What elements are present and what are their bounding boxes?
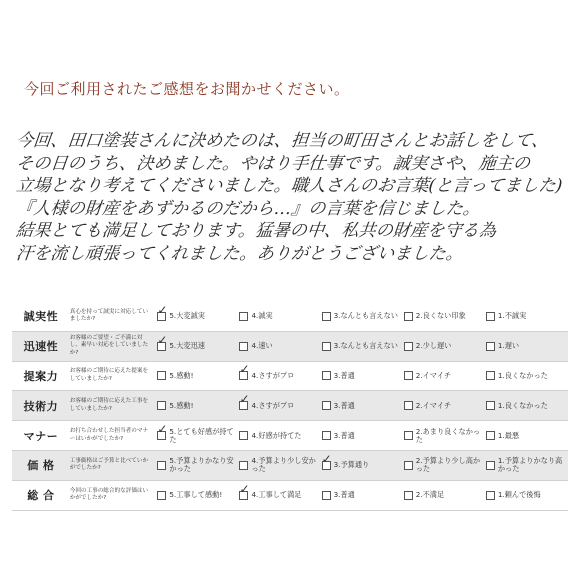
survey-question: 工事価格はご予算と比べていかがでしたか? [69,457,149,472]
survey-option[interactable] [239,457,321,473]
option-label: 1.良くなかった [497,370,548,380]
option-label: 1.不誠実 [497,311,527,321]
option-label: 4.さすがプロ [251,400,295,410]
survey-question: お打ち合わせした担当者のマナーはいかがでしたか? [69,428,149,442]
survey-question: お客様のご期待に応えた工事をしていましたか? [69,398,149,412]
checkbox[interactable] [322,342,331,351]
option-label: 4.好感が持てた [251,430,302,440]
survey-option[interactable] [486,312,568,321]
survey-option[interactable] [239,431,321,440]
survey-option[interactable] [486,401,568,410]
option-label: 1.良くなかった [497,400,548,410]
checkbox[interactable] [157,302,168,321]
comment-line: その日のうち、決めました。やはり手仕事です。誠実さや、施主の [14,153,531,174]
survey-option[interactable] [486,371,568,380]
survey-question: お客様のご期待に応えた提案をしていましたか? [69,368,149,382]
survey-option[interactable] [157,491,239,500]
checkbox[interactable] [486,312,495,321]
checkbox[interactable] [157,371,166,380]
option-label: 1.遅い [497,341,520,351]
survey-option[interactable] [157,422,239,444]
survey-option[interactable] [157,332,239,351]
survey-row [12,302,568,332]
survey-category: 迅速性 [23,340,59,354]
checkbox[interactable] [404,491,413,500]
survey-category: 価 格 [27,459,55,473]
comment-line: 結果とても満足しております。猛暑の中、私共の財産を守る為 [14,221,497,241]
check-mark-icon: ✓ [239,362,250,377]
survey-question: 今回の工事の総合的な評価はいかがでしたか? [69,487,149,502]
option-label: 1.最悪 [497,430,520,440]
check-mark-icon: ✓ [321,451,332,466]
survey-option[interactable] [404,371,486,380]
survey-option[interactable] [322,371,404,380]
check-mark-icon: ✓ [239,481,250,496]
option-label: 1.頼んで後悔 [497,490,541,500]
check-mark-icon: ✓ [157,332,168,347]
survey-option[interactable] [404,457,486,473]
survey-option[interactable] [322,491,404,500]
check-mark-icon: ✓ [239,392,250,407]
survey-option[interactable] [239,342,321,351]
survey-option[interactable] [157,401,239,410]
page-title: 今回ご利用されたご感想をお聞かせください。 [24,80,350,98]
checkbox[interactable] [404,401,413,410]
survey-option[interactable] [486,491,568,500]
survey-question: お客様のご要望・ご不満に対し、素早い対応をしていましたか? [69,334,149,356]
option-label: 3.なんとも言えない [333,341,398,351]
checkbox[interactable] [157,422,168,440]
checkbox[interactable] [486,371,495,380]
comment-line: 今回、田口塗装さんに決めたのは、担当の町田さんとお話しをして、 [14,131,550,151]
check-mark-icon: ✓ [157,302,168,317]
checkbox[interactable] [486,401,495,410]
survey-option[interactable] [239,392,321,410]
option-label: 1.予算よりかなり高かった [497,456,563,474]
survey-option[interactable] [322,401,404,410]
checkbox[interactable] [239,431,248,440]
checkbox[interactable] [239,312,248,321]
survey-option[interactable] [239,362,321,380]
survey-option[interactable] [322,312,404,321]
checkbox[interactable] [404,342,413,351]
option-label: 3.予算通り [333,460,370,470]
checkbox[interactable] [239,461,248,470]
option-label: 3.普通 [333,400,355,410]
checkbox[interactable] [486,491,495,500]
checkbox[interactable] [322,401,331,410]
comment-line: 立場となり考えてくださいました。職人さんのお言葉(と言ってました) [14,176,564,196]
option-label: 2.あまり良くなかった [415,426,481,444]
checkbox[interactable] [486,461,495,470]
option-label: 2.不満足 [415,490,445,500]
survey-table [12,302,568,511]
survey-option[interactable] [322,431,404,440]
survey-option[interactable] [157,371,239,380]
checkbox[interactable] [486,342,495,351]
option-label: 5.工事して感動! [169,490,223,500]
check-mark-icon: ✓ [157,422,168,437]
checkbox[interactable] [322,371,331,380]
checkbox[interactable] [239,481,250,500]
survey-option[interactable] [322,342,404,351]
option-label: 2.イマイチ [415,400,452,410]
checkbox[interactable] [157,401,166,410]
survey-row [12,451,568,481]
survey-option[interactable] [321,451,404,470]
survey-row [12,421,568,451]
option-label: 3.普通 [333,430,355,440]
survey-option[interactable] [157,457,239,473]
checkbox[interactable] [239,362,250,380]
survey-option[interactable] [404,342,486,351]
comment-line: 汗を流し頑張ってくれました。ありがとうございました。 [14,243,464,264]
option-label: 3.なんとも言えない [333,311,398,321]
option-label: 2.予算より少し高かった [415,456,481,474]
option-label: 4.さすがプロ [251,370,295,380]
survey-option[interactable] [486,431,568,440]
survey-option[interactable] [486,457,568,473]
checkbox[interactable] [239,342,248,351]
checkbox[interactable] [322,312,331,321]
option-label: 4.工事して満足 [251,490,302,500]
checkbox[interactable] [157,491,166,500]
checkbox[interactable] [404,312,413,321]
option-label: 2.良くない印象 [415,311,466,321]
checkbox[interactable] [321,451,332,470]
survey-category: 提案力 [23,369,59,383]
survey-option[interactable] [404,428,486,444]
survey-option[interactable] [404,491,486,500]
option-label: 3.普通 [333,490,355,500]
survey-option[interactable] [404,312,486,321]
checkbox[interactable] [157,461,166,470]
option-label: 2.少し遅い [415,341,452,351]
survey-row [12,391,568,421]
checkbox[interactable] [404,371,413,380]
survey-category: 技術力 [23,399,59,413]
option-label: 4.誠実 [251,311,273,321]
survey-option[interactable] [239,481,321,500]
option-label: 5.大変誠実 [169,311,205,321]
survey-category: 総 合 [27,489,55,503]
option-label: 5.とても好感が持てた [169,426,234,444]
survey-option[interactable] [486,342,568,351]
survey-question: 真心を持って誠実に対応していましたか? [69,308,149,323]
handwritten-comment [16,130,568,265]
checkbox[interactable] [486,431,495,440]
survey-category: マナー [23,429,59,443]
checkbox[interactable] [239,392,250,410]
survey-row [12,481,568,511]
option-label: 2.イマイチ [415,370,452,380]
option-label: 5.感動! [169,400,194,410]
checkbox[interactable] [404,461,413,470]
checkbox[interactable] [157,332,168,351]
survey-option[interactable] [404,401,486,410]
option-label: 4.予算より少し安かった [251,456,316,474]
survey-option[interactable] [157,302,239,321]
survey-option[interactable] [239,312,321,321]
option-label: 5.予算よりかなり安かった [169,456,234,474]
survey-category: 誠実性 [23,310,59,324]
checkbox[interactable] [322,491,331,500]
survey-row [12,332,568,362]
option-label: 5.感動! [169,370,194,380]
option-label: 4.速い [251,341,273,351]
survey-row [12,362,568,392]
comment-line: 『人様の財産をあずかるのだから…』の言葉を信じました。 [14,198,482,219]
checkbox[interactable] [404,431,413,440]
option-label: 3.普通 [333,370,355,380]
checkbox[interactable] [322,431,331,440]
option-label: 5.大変迅速 [169,341,205,351]
